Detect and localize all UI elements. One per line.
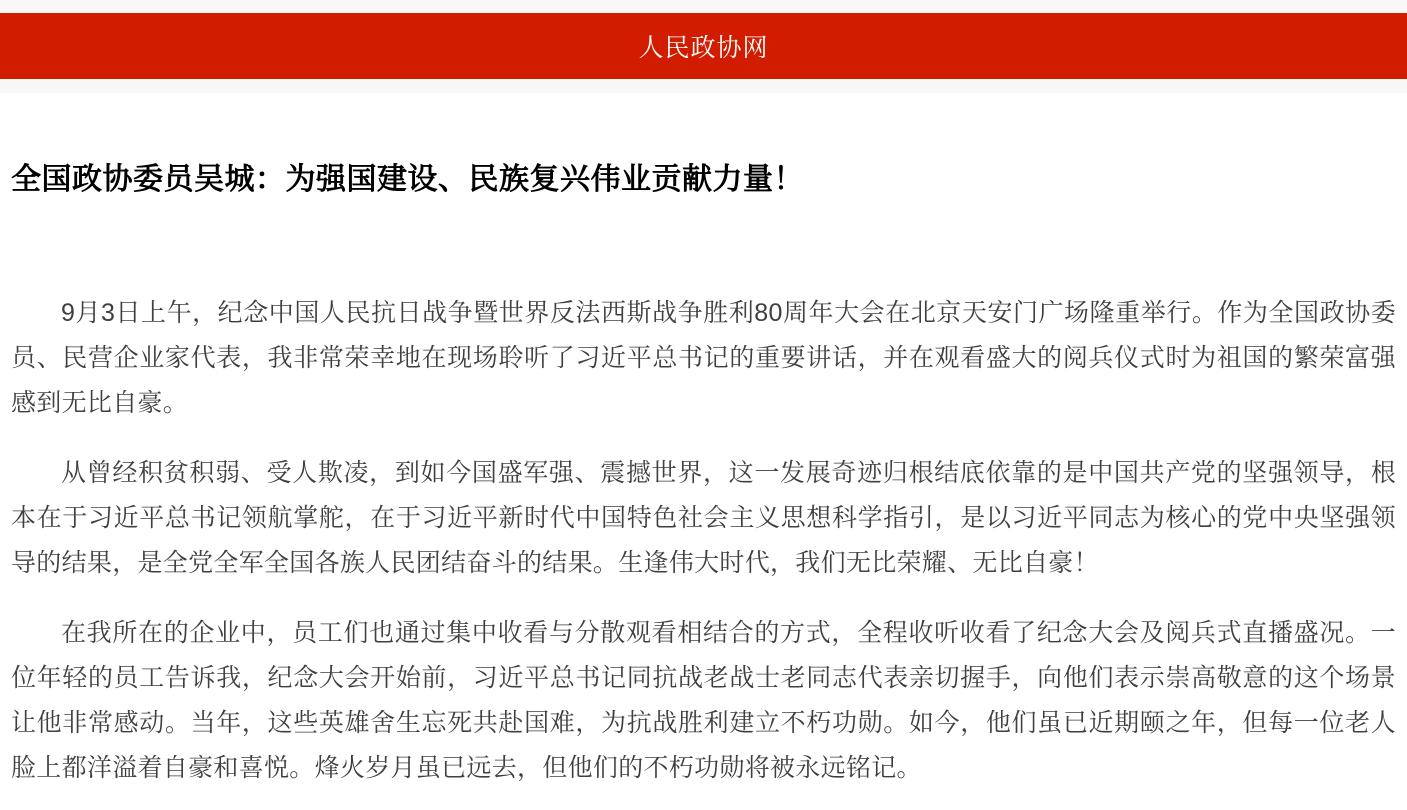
site-banner[interactable]	[0, 13, 1407, 79]
article-paragraph-3: 在我所在的企业中，员工们也通过集中收看与分散观看相结合的方式，全程收听收看了纪念大会及阅兵式直播盛况。一位年轻的员工告诉我，纪念大会开始前，习近平总书记同抗战老战士老同志代表亲切握手，向他们表示崇高敬意的这个场景让他非常感动。当年，这些英雄舍生忘死共赴国难，为抗战胜利建立不朽功勋。如今，他们虽已近期颐之年，但每一位老人脸上都洋溢着自豪和喜悦。烽火岁月虽已远去，但他们的不朽功勋将被永远铭记。	[11, 619, 1396, 782]
site-title: 人民政协网	[638, 34, 769, 62]
header-band	[0, 0, 1407, 93]
article-body	[11, 291, 1396, 791]
article-paragraph-2: 从曾经积贫积弱、受人欺凌，到如今国盛军强、震撼世界，这一发展奇迹归根结底依靠的是中国共产党的坚强领导，根本在于习近平总书记领航掌舵，在于习近平新时代中国特色社会主义思想科学指引，是以习近平同志为核心的党中央坚强领导的结果，是全党全军全国各族人民团结奋斗的结果。生逢伟大时代，我们无比荣耀、无比自豪！	[11, 459, 1396, 577]
article-content	[0, 161, 1407, 791]
article-paragraph-1: 9月3日上午，纪念中国人民抗日战争暨世界反法西斯战争胜利80周年大会在北京天安门广场隆重举行。作为全国政协委员、民营企业家代表，我非常荣幸地在现场聆听了习近平总书记的重要讲话，并在观看盛大的阅兵仪式时为祖国的繁荣富强感到无比自豪。	[11, 299, 1396, 417]
article-title: 全国政协委员吴城：为强国建设、民族复兴伟业贡献力量！	[11, 163, 804, 196]
